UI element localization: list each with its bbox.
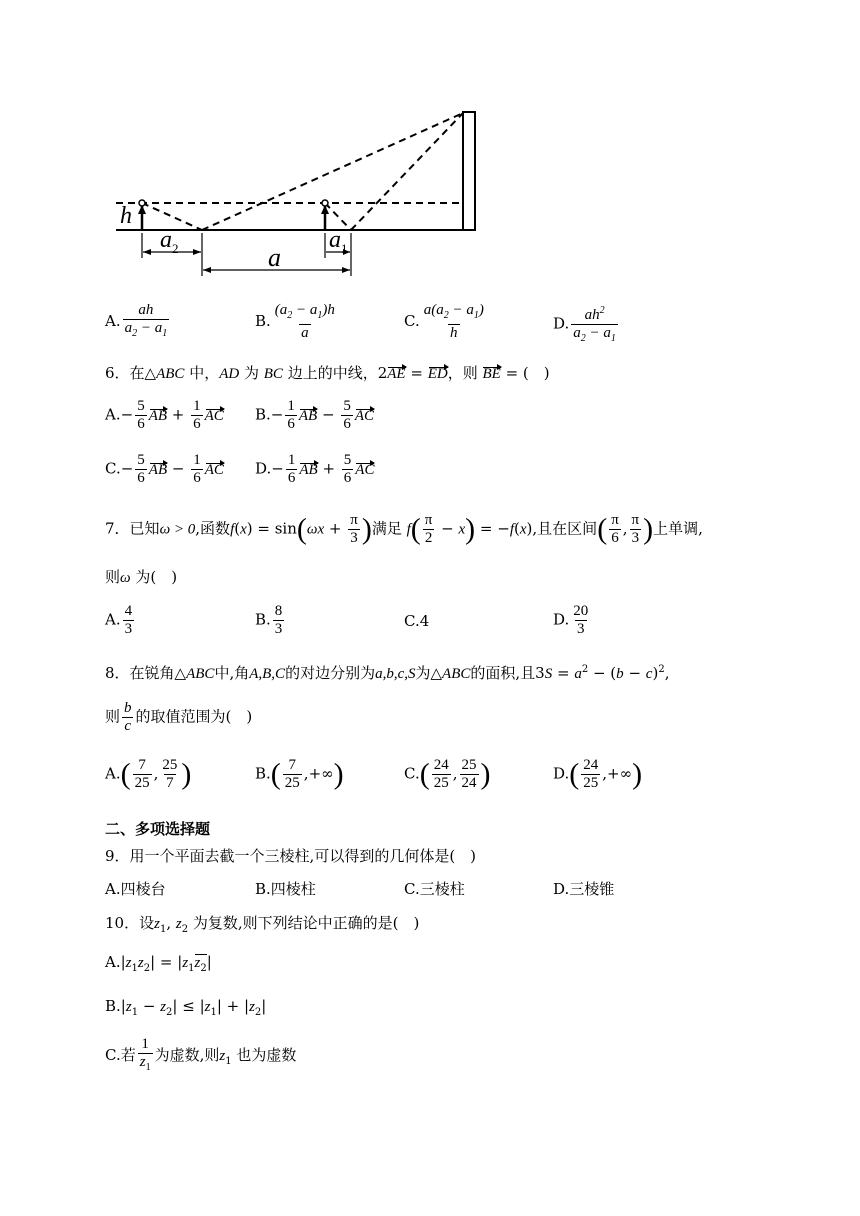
- q8-option-c[interactable]: C.( $\frac{24}{25}$ , $\frac{25}{24}$ ): [404, 757, 491, 791]
- section-title: 二、多项选择题: [105, 820, 211, 838]
- q7-line2: 则ω 为( ): [105, 568, 178, 586]
- q6-option-b[interactable]: B.− $\frac{1}{6}$ AB − $\frac{5}{6}$ AC: [255, 398, 374, 432]
- q10-option-a[interactable]: $A.|z_1z_2| = |z_1z_2|$: [105, 953, 212, 974]
- figure-label-h: h: [120, 203, 132, 229]
- geometry-figure: [0, 0, 860, 290]
- q8-option-d[interactable]: D.( $\frac{24}{25}$ ,+∞): [553, 757, 643, 791]
- q9-option-c[interactable]: C.三棱柱: [404, 880, 465, 898]
- q7-stem: 7．已知ω > 0,函数f(x) = sin(ωx + $\frac{\pi}{3}$ )满足 f( $\frac{\pi}{2}$ − x) = −f(x),且在区间( $\frac{\pi}{6}$ , $\frac{\pi}{3}$ )上单调,: [105, 512, 703, 546]
- figure-label-a2: $a_2$: [160, 227, 179, 256]
- q5-option-d[interactable]: D. $\frac{ah^2}{a_2 - a_1}$: [553, 302, 620, 347]
- figure-label-a: a: [268, 243, 281, 272]
- q5-option-b[interactable]: B. $\frac{(a_2 - a_1)h}{a}$: [255, 302, 335, 341]
- q10-stem: 10．设$z_1$, $z_2$ 为复数,则下列结论中正确的是( ): [105, 914, 420, 935]
- q9-option-b[interactable]: B.四棱柱: [255, 880, 316, 898]
- q7-option-c[interactable]: C.4: [404, 612, 430, 630]
- q6-option-c[interactable]: C.− $\frac{5}{6}$ AB − $\frac{1}{6}$ AC: [105, 452, 224, 486]
- q8-option-a[interactable]: A.( $\frac{7}{25}$ , $\frac{25}{7}$ ): [105, 757, 192, 791]
- q9-stem: 9．用一个平面去截一个三棱柱,可以得到的几何体是( ): [105, 847, 477, 865]
- q10-option-c[interactable]: C.若 $\frac{1}{z_1}$ 为虚数,则$z_1$ 也为虚数: [105, 1036, 296, 1076]
- q9-option-d[interactable]: D.三棱锥: [553, 880, 615, 898]
- q6-option-d[interactable]: D.− $\frac{1}{6}$ AB + $\frac{5}{6}$ AC: [255, 452, 375, 486]
- figure-label-a1: $a_1$: [329, 227, 348, 256]
- q8-stem: 8．在锐角△ABC中,角A,B,C的对边分别为a,b,c,S为△ABC的面积,且$3S = a^2 - (b - c)^2$,: [105, 664, 670, 682]
- q6-option-a[interactable]: A.− $\frac{5}{6}$ AB + $\frac{1}{6}$ AC: [105, 398, 224, 432]
- q8-line2: 则 $\frac{b}{c}$ 的取值范围为( ): [105, 700, 253, 734]
- q7-option-b[interactable]: B. $\frac{8}{3}$: [255, 603, 283, 637]
- q5-option-c[interactable]: C. $\frac{a(a_2 - a_1)}{h}$: [404, 302, 484, 341]
- wall: [463, 112, 475, 230]
- q6-stem: 6．在△ABC 中，AD 为 BC 边上的中线，2AE = ED，则 BE = ( ): [105, 364, 550, 382]
- q10-option-b[interactable]: $B.|z_1 - z_2| \le |z_1| + |z_2|$: [105, 997, 267, 1018]
- q7-option-a[interactable]: A. $\frac{4}{3}$: [105, 603, 133, 637]
- q9-option-a[interactable]: A.四棱台: [105, 880, 166, 898]
- q8-option-b[interactable]: B.( $\frac{7}{25}$ ,+∞): [255, 757, 344, 791]
- q5-option-a[interactable]: A. $\frac{ah}{a_2 - a_1}$: [105, 302, 171, 342]
- q7-option-d[interactable]: D. $\frac{20}{3}$: [553, 603, 589, 637]
